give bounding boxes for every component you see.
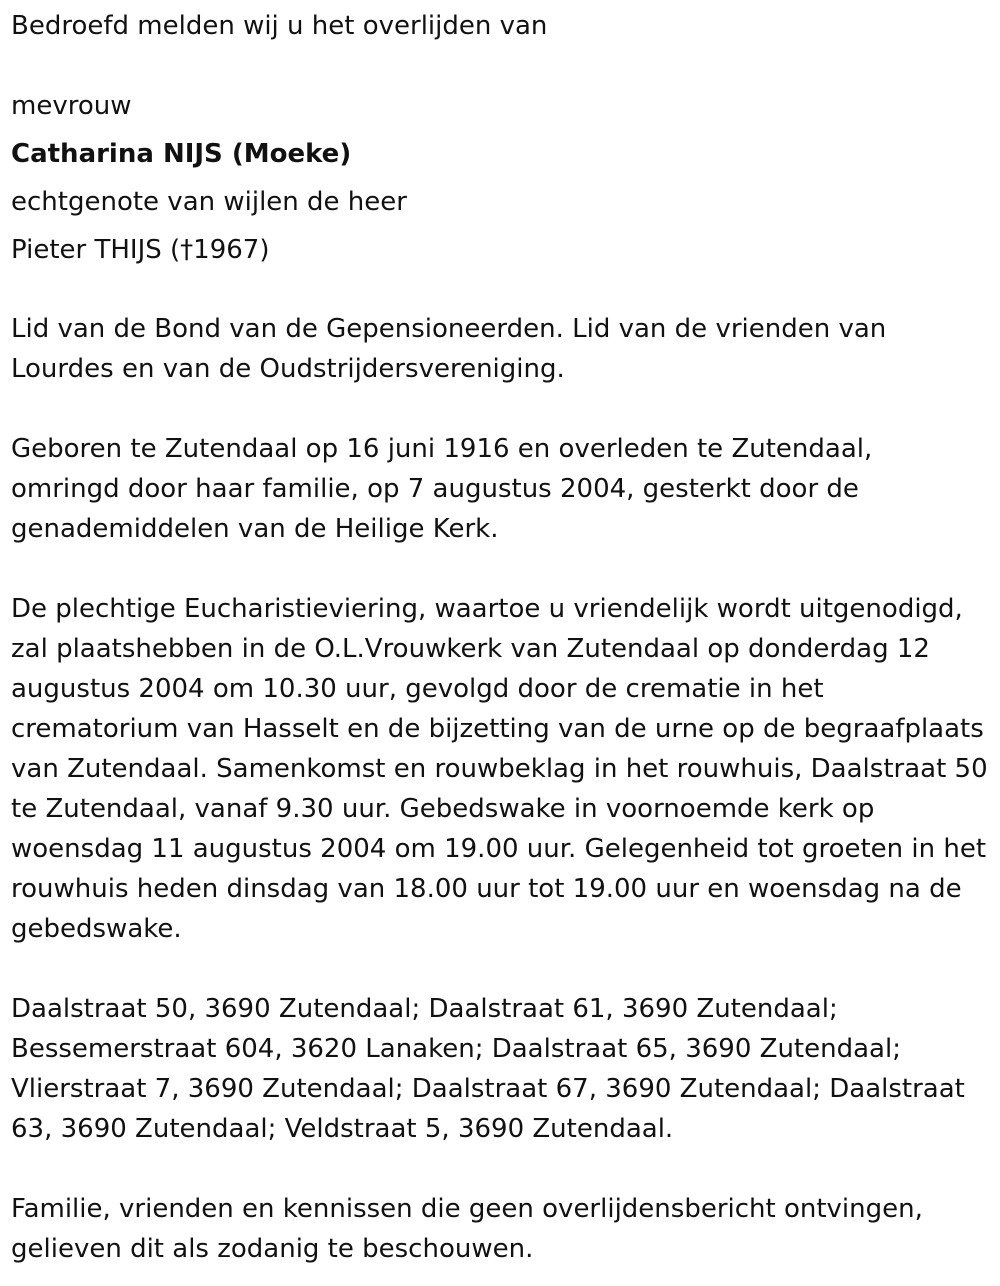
intro-text: Bedroefd melden wij u het overlijden van (11, 11, 548, 41)
closing-paragraph: Familie, vrienden en kennissen die geen overlijdensbericht ontvingen, gelieven dit als zodanig te beschouwen. (11, 1194, 923, 1264)
addresses-paragraph: Daalstraat 50, 3690 Zutendaal; Daalstraat 61, 3690 Zutendaal; Bessemerstraat 604, 3620 Lanaken; Daalstraat 65, 3690 Zutendaal; Vlierstraat 7, 3690 Zutendaal; Daalstraat 67, 3690 Zutendaal; Daalstraat 63, 3690 Zutendaal; Veldstraat 5, 3690 Zutendaal. (11, 994, 965, 1144)
deceased-name: Catharina NIJS (Moeke) (11, 139, 352, 169)
title-text: mevrouw (11, 91, 132, 121)
spouse-relation: echtgenote van wijlen de heer (11, 187, 407, 217)
spouse-name: Pieter THIJS (†1967) (11, 235, 270, 265)
membership-paragraph: Lid van de Bond van de Gepensioneerden. Lid van de vrienden van Lourdes en van de Oudstrijdersvereniging. (11, 314, 887, 384)
ceremony-paragraph: De plechtige Eucharistieviering, waartoe u vriendelijk wordt uitgenodigd, zal plaatshebben in de O.L.Vrouwkerk van Zutendaal op donderdag 12 augustus 2004 om 10.30 uur, gevolgd door de crematie in het crematorium van Hasselt en de bijzetting van de urne op de begraafplaats van Zutendaal. Samenkomst en rouwbeklag in het rouwhuis, Daalstraat 50 te Zutendaal, vanaf 9.30 uur. Gebedswake in voornoemde kerk op woensdag 11 augustus 2004 om 19.00 uur. Gelegenheid tot groeten in het rouwhuis heden dinsdag van 18.00 uur tot 19.00 uur en woensdag na de gebedswake. (11, 594, 988, 944)
birth-death-paragraph: Geboren te Zutendaal op 16 juni 1916 en overleden te Zutendaal, omringd door haar familie, op 7 augustus 2004, gesterkt door de genademiddelen van de Heilige Kerk. (11, 434, 873, 544)
